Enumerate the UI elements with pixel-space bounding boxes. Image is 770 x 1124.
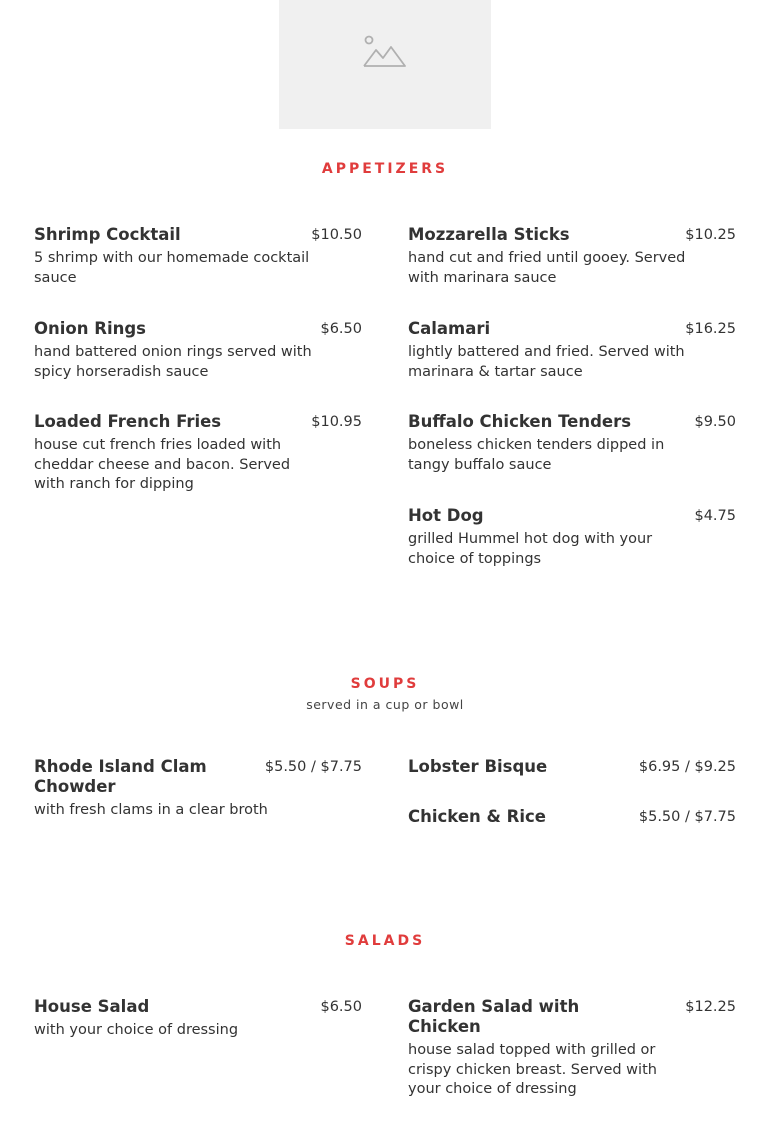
menu-item-house-salad <box>34 997 362 1041</box>
item-price: $16.25 <box>685 321 736 337</box>
menu-item-onion-rings <box>34 319 362 382</box>
item-name: Onion Rings <box>34 319 146 338</box>
item-price: $9.50 <box>694 414 736 430</box>
item-name: Lobster Bisque <box>408 757 548 776</box>
item-description: house salad topped with grilled or crispy chicken breast. Served with your choice of dressing <box>408 1042 657 1097</box>
menu-item-shrimp-cocktail <box>34 225 362 288</box>
menu-item-lobster-bisque <box>408 757 736 777</box>
item-price: $6.95 / $9.25 <box>638 759 736 775</box>
hero-image-placeholder <box>279 0 491 129</box>
item-name: Garden Salad with Chicken <box>408 997 580 1036</box>
image-placeholder-icon <box>363 34 407 68</box>
item-name: Loaded French Fries <box>34 412 222 431</box>
item-description: with your choice of dressing <box>34 1022 239 1038</box>
menu-item-loaded-french-fries <box>34 412 362 495</box>
item-name: Buffalo Chicken Tenders <box>408 412 632 431</box>
menu-item-hot-dog <box>408 506 736 569</box>
item-description: house cut french fries loaded with cheddar cheese and bacon. Served with ranch for dipping <box>34 437 291 492</box>
item-name: Chicken & Rice <box>408 807 546 826</box>
item-description: hand battered onion rings served with spicy horseradish sauce <box>34 344 312 380</box>
item-price: $6.50 <box>320 999 362 1015</box>
item-name: Rhode Island Clam Chowder <box>34 757 207 796</box>
item-price: $10.95 <box>311 414 362 430</box>
item-name: Hot Dog <box>408 506 484 525</box>
item-price: $12.25 <box>685 999 736 1015</box>
menu-item-chicken-rice <box>408 807 736 827</box>
item-price: $5.50 / $7.75 <box>264 759 362 775</box>
item-description: boneless chicken tenders dipped in tangy buffalo sauce <box>408 437 665 473</box>
item-price: $10.25 <box>685 227 736 243</box>
item-price: $10.50 <box>311 227 362 243</box>
menu-item-buffalo-chicken-tenders <box>408 412 736 475</box>
menu-item-mozzarella-sticks <box>408 225 736 288</box>
item-description: 5 shrimp with our homemade cocktail sauce <box>34 250 310 286</box>
item-name: House Salad <box>34 997 150 1016</box>
item-description: with fresh clams in a clear broth <box>34 802 268 818</box>
section-subtitle-soups: served in a cup or bowl <box>306 697 464 712</box>
menu-item-clam-chowder <box>34 757 362 821</box>
item-name: Mozzarella Sticks <box>408 225 570 244</box>
item-name: Shrimp Cocktail <box>34 225 181 244</box>
section-title-soups: SOUPS <box>350 676 420 692</box>
item-description: hand cut and fried until gooey. Served with marinara sauce <box>408 250 686 286</box>
menu-item-calamari <box>408 319 736 382</box>
item-price: $4.75 <box>694 508 736 524</box>
item-price: $5.50 / $7.75 <box>638 809 736 825</box>
section-title-salads: SALADS <box>344 933 426 949</box>
item-description: grilled Hummel hot dog with your choice of toppings <box>408 531 653 567</box>
item-name: Calamari <box>408 319 491 338</box>
menu-item-garden-salad-chicken <box>408 997 736 1100</box>
section-title-appetizers: APPETIZERS <box>321 161 449 177</box>
item-description: lightly battered and fried. Served with marinara & tartar sauce <box>408 344 685 380</box>
item-price: $6.50 <box>320 321 362 337</box>
